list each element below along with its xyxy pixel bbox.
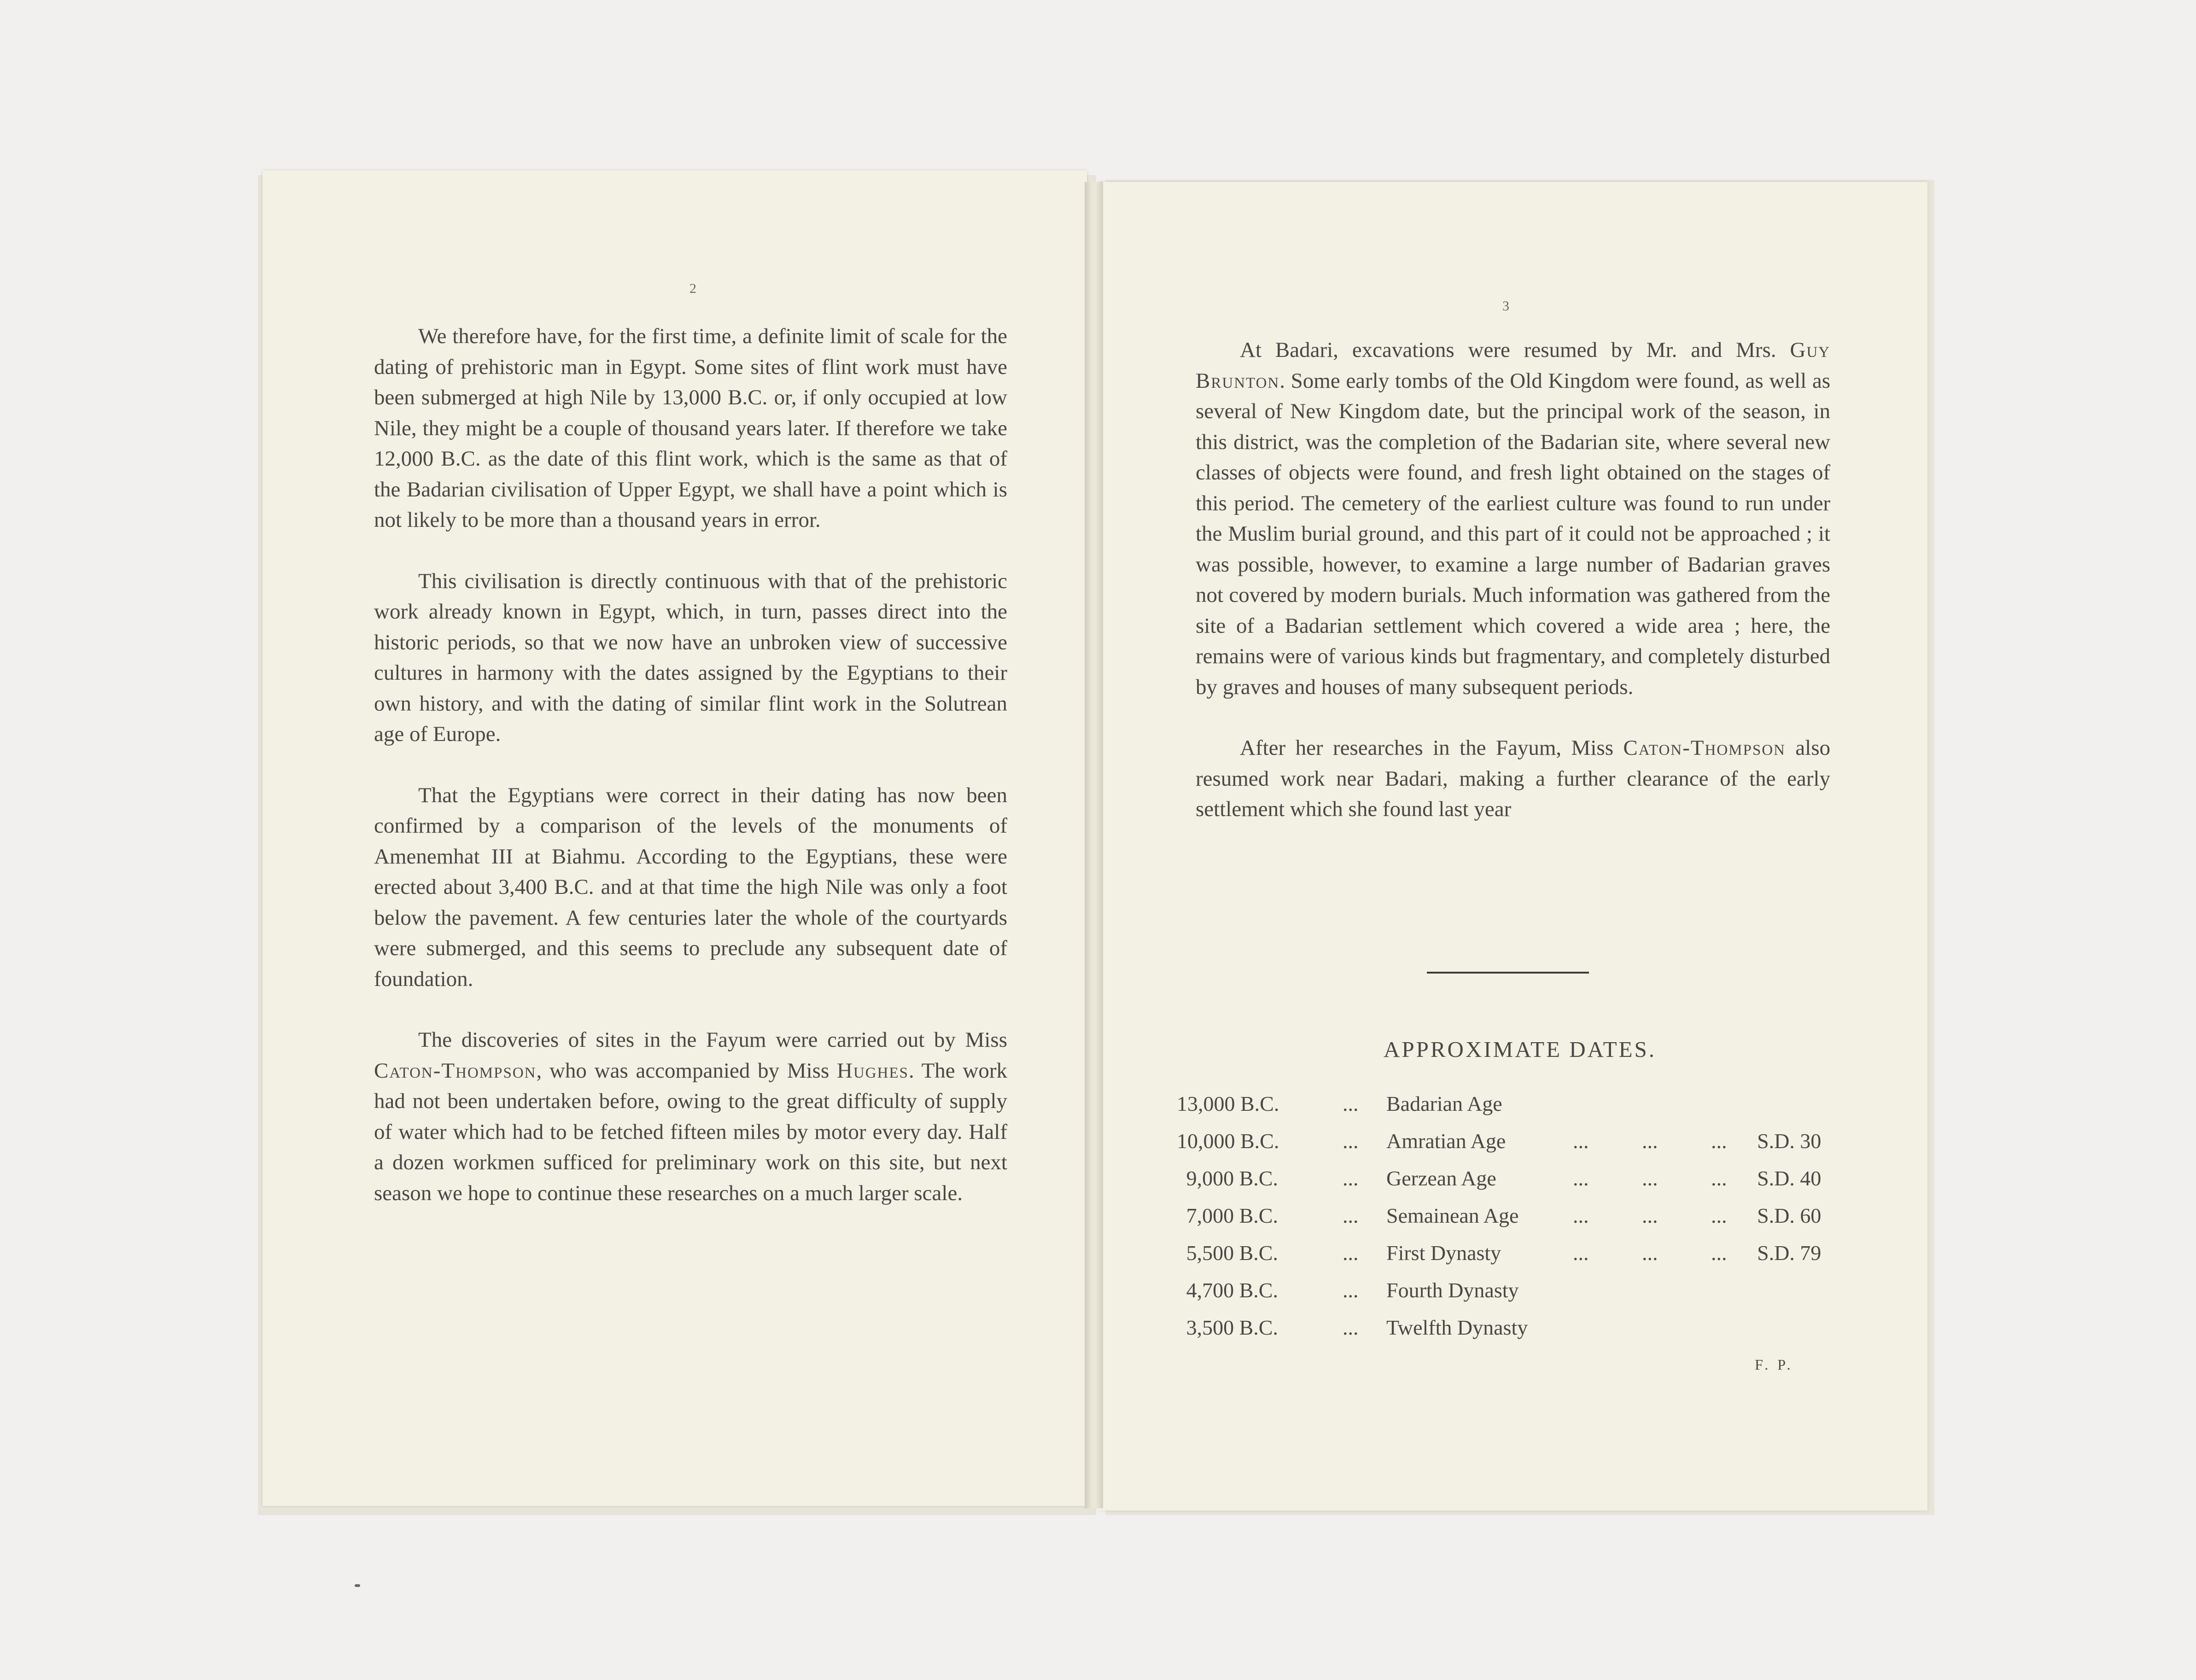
table-row: 3,500 B.C. ... Twelfth Dynasty xyxy=(1186,1316,1528,1339)
table-row: 5,500 B.C. ... First Dynasty ... ... ... S.D. 79 xyxy=(1186,1241,1822,1265)
section-rule xyxy=(1427,972,1589,974)
author-initials: F. P. xyxy=(1755,1356,1793,1373)
table-row: 10,000 B.C. ... Amratian Age ... ... ... S.D. 30 xyxy=(1177,1129,1822,1153)
table-row: 9,000 B.C. ... Gerzean Age ... ... ... S.D. 40 xyxy=(1186,1167,1822,1190)
table-row: 7,000 B.C. ... Semainean Age ... ... ... S.D. 60 xyxy=(1186,1204,1822,1227)
left-page-text xyxy=(374,321,1007,1239)
paragraph: At Badari, excavations were resumed by Mr. and Mrs. Guy Brunton. Some early tombs of the Old Kingdom were found, as well as several of New Kingdom date, but the principal work of the season, in this district, was the completion of the Badarian site, where several new classes of objects were found, and fresh light obtained on the stages of this period. The cemetery of the earliest culture was found to run under the Muslim burial ground, and this part of it could not be approached ; it was possible, however, to examine a large number of Badarian graves not covered by modern burials. Much information was gathered from the site of a Badarian settlement which covered a wide area ; here, the remains were of various kinds but fragmentary, and completely disturbed by graves and houses of many subsequent periods. xyxy=(1196,338,1830,699)
table-row: 13,000 B.C. ... Badarian Age xyxy=(1177,1092,1502,1115)
paragraph: After her researches in the Fayum, Miss Caton-Thompson also resumed work near Badari, making a further clearance of the early settlement which she found last year xyxy=(1196,736,1830,821)
right-page-text xyxy=(1196,335,1830,855)
dates-table xyxy=(1177,1091,1845,1353)
page-number-right: 3 xyxy=(1502,298,1509,314)
paragraph: We therefore have, for the first time, a definite limit of scale for the dating of prehistoric man in Egypt. Some sites of flint work must have been submerged at high Nile by 13,000 B.C. or, if only occupied at low Nile, they might be a couple of thousand years later. If therefore we take 12,000 B.C. as the date of this flint work, which is the same as that of the Badarian civilisation of Upper Egypt, we shall have a point which is not likely to be more than a thousand years in error. xyxy=(374,324,1007,532)
dust-speck xyxy=(355,1584,360,1587)
page-number-left: 2 xyxy=(689,281,696,296)
table-row: 4,700 B.C. ... Fourth Dynasty xyxy=(1186,1278,1519,1302)
paragraph: That the Egyptians were correct in their dating has now been confirmed by a comparison of the levels of the monuments of Amenemhat III at Biahmu. According to the Egyptians, these were erected about 3,400 B.C. and at that time the high Nile was only a foot below the pavement. A few centuries later the whole of the courtyards were submerged, and this seems to preclude any subsequent date of foundation. xyxy=(374,783,1007,991)
paragraph: The discoveries of sites in the Fayum were carried out by Miss Caton-Thompson, who was accompanied by Miss Hughes. The work had not been undertaken before, owing to the great difficulty of supply of water which had to be fetched fifteen miles by motor every day. Half a dozen workmen sufficed for preliminary work on this site, but next season we hope to continue these researches on a much larger scale. xyxy=(374,1028,1007,1205)
paragraph: This civilisation is directly continuous with that of the prehistoric work already known in Egypt, which, in turn, passes direct into the historic periods, so that we now have an unbroken view of successive cultures in harmony with the dates assigned by the Egyptians to their own history, and with the dating of similar flint work in the Solutrean age of Europe. xyxy=(374,569,1007,746)
dates-table-title: APPROXIMATE DATES. xyxy=(1383,1037,1656,1062)
book-gutter xyxy=(1085,182,1103,1508)
